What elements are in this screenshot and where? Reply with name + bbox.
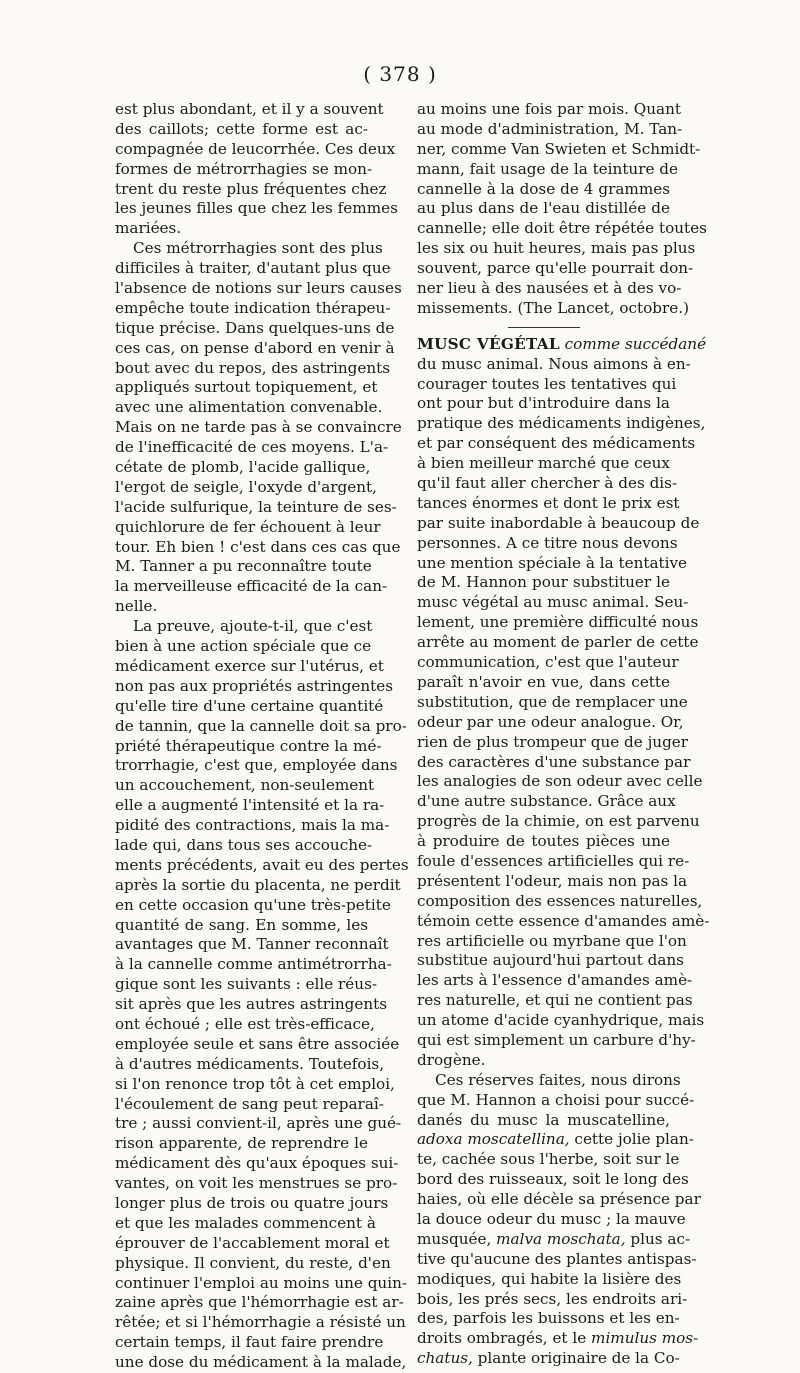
text-line: physique. Il convient, du reste, d'en <box>115 1253 391 1272</box>
text-line: Ces métrorrhagies sont des plus <box>133 239 383 258</box>
text-line: avec une alimentation convenable. <box>115 398 383 417</box>
text-line: compagnée de leucorrhée. Ces deux <box>115 139 396 158</box>
text-line: bord des ruisseaux, soit le long des <box>417 1170 689 1189</box>
text-line: au plus dans de l'eau distillée de <box>417 199 670 218</box>
text-line: modiques, qui habite la lisière des <box>417 1269 682 1288</box>
text-line: les analogies de son odeur avec celle <box>417 772 703 791</box>
text-line: les jeunes filles que chez les femmes <box>115 199 398 218</box>
heading-title: MUSC VÉGÉTAL <box>417 334 560 353</box>
species-name: malva moschata, <box>496 1229 626 1248</box>
text-line: pidité des contractions, mais la ma- <box>115 816 390 835</box>
text-line: tique précise. Dans quelques-uns de <box>115 318 395 337</box>
text-line: ner, comme Van Swieten et Schmidt- <box>417 139 701 158</box>
text-line: formes de métrorrhagies se mon- <box>115 159 373 178</box>
text-line: elle a augmenté l'intensité et la ra- <box>115 796 385 815</box>
text-line: une dose du médicament à la malade, <box>115 1353 407 1372</box>
text-line: drogène. <box>417 1050 486 1069</box>
text-line: un atome d'acide cyanhydrique, mais <box>417 1011 705 1030</box>
text-line: Ces réserves faites, nous dirons <box>435 1070 681 1089</box>
text-line: te, cachée sous l'herbe, soit sur le <box>417 1150 680 1169</box>
text-run: plante originaire de la Co- <box>472 1349 680 1368</box>
text-run: musquée, <box>417 1229 497 1248</box>
text-line: tive qu'aucune des plantes antispas- <box>417 1249 697 1268</box>
text-line: des, parfois les buissons et les en- <box>417 1309 680 1328</box>
text-line: à produire de toutes pièces une <box>417 832 670 851</box>
text-line: médicament dès qu'aux époques sui- <box>115 1154 399 1173</box>
text-line: en cette occasion qu'une très-petite <box>115 895 391 914</box>
text-line: foule d'essences artificielles qui re- <box>417 851 690 870</box>
text-line: les arts à l'essence d'amandes amè- <box>417 971 693 990</box>
text-line: l'acide sulfurique, la teinture de ses- <box>115 497 397 516</box>
text-line: gique sont les suivants : elle réus- <box>115 975 378 994</box>
text-line: res artificielle ou myrbane que l'on <box>417 931 687 950</box>
text-line <box>417 1329 699 1349</box>
text-line: et que les malades commencent à <box>115 1213 376 1232</box>
text-line: qui est simplement un carbure d'hy- <box>417 1030 696 1049</box>
text-line: cannelle à la dose de 4 grammes <box>417 179 670 198</box>
text-line: haies, où elle décèle sa présence par <box>417 1190 701 1209</box>
text-run: droits ombragés, et le <box>417 1329 592 1348</box>
text-line: paraît n'avoir en vue, dans cette <box>417 672 670 691</box>
text-line: ont pour but d'introduire dans la <box>417 394 670 413</box>
text-line: missements. (The Lancet, octobre.) <box>417 298 690 317</box>
text-line: Mais on ne tarde pas à se convaincre <box>115 418 402 437</box>
text-line: les six ou huit heures, mais pas plus <box>417 239 696 258</box>
text-line: difficiles à traiter, d'autant plus que <box>115 259 391 278</box>
text-line: empêche toute indication thérapeu- <box>115 298 391 317</box>
text-line: témoin cette essence d'amandes amè- <box>417 911 710 930</box>
section-separator <box>508 327 580 328</box>
text-line: appliqués surtout topiquement, et <box>115 378 378 397</box>
text-line: par suite inabordable à beaucoup de <box>417 513 700 532</box>
species-name: adoxa moscatellina, <box>417 1130 570 1149</box>
text-line: ces cas, on pense d'abord en venir à <box>115 338 395 357</box>
text-line: ont échoué ; elle est très-efficace, <box>115 1014 375 1033</box>
text-line: présentent l'odeur, mais non pas la <box>417 871 688 890</box>
text-line: éprouver de l'accablement moral et <box>115 1233 390 1252</box>
text-line: mann, fait usage de la teinture de <box>417 159 678 178</box>
right-column <box>417 100 710 1369</box>
text-line: non pas aux propriétés astringentes <box>115 676 394 695</box>
text-line: pratique des médicaments indigènes, <box>417 414 706 433</box>
text-line: cannelle; elle doit être répétée toutes <box>417 219 707 238</box>
text-line: à la cannelle comme antimétrorrha- <box>115 955 392 974</box>
text-line: La preuve, ajoute-t-il, que c'est <box>133 617 373 636</box>
text-line: ments précédents, avait eu des pertes <box>115 855 409 874</box>
text-line: tances énormes et dont le prix est <box>417 493 680 512</box>
text-run: cette jolie plan- <box>569 1130 694 1149</box>
text-line <box>417 1349 680 1369</box>
text-line: une mention spéciale à la tentative <box>417 553 688 572</box>
text-line: qu'elle tire d'une certaine quantité <box>115 696 384 715</box>
text-line: continuer l'emploi au moins une quin- <box>115 1273 407 1292</box>
text-line: rison apparente, de reprendre le <box>115 1134 368 1153</box>
text-line: tre ; aussi convient-il, après une gué- <box>115 1114 402 1133</box>
text-line: cétate de plomb, l'acide gallique, <box>115 458 371 477</box>
heading-subtitle: comme succédané <box>564 334 707 353</box>
text-line: quichlorure de fer échouent à leur <box>115 517 381 536</box>
text-line: l'écoulement de sang peut reparaî- <box>115 1094 384 1113</box>
text-line: employée seule et sans être associée <box>115 1034 400 1053</box>
text-line: de l'inefficacité de ces moyens. L'a- <box>115 438 389 457</box>
text-line: d'une autre substance. Grâce aux <box>417 792 676 811</box>
text-line: que M. Hannon a choisi pour succé- <box>417 1090 695 1109</box>
text-line: substitution, que de remplacer une <box>417 692 688 711</box>
text-line: au moins une fois par mois. Quant <box>417 100 681 118</box>
text-line: composition des essences naturelles, <box>417 891 703 910</box>
text-line: et par conséquent des médicaments <box>417 434 696 453</box>
text-line: l'absence de notions sur leurs causes <box>115 279 402 298</box>
text-line <box>417 1229 691 1250</box>
text-line <box>417 1130 694 1150</box>
text-line: longer plus de trois ou quatre jours <box>115 1193 389 1212</box>
text-line: vantes, on voit les menstrues se pro- <box>115 1174 398 1193</box>
text-line: rien de plus trompeur que de juger <box>417 732 689 751</box>
text-line: qu'il faut aller chercher à des dis- <box>417 474 678 493</box>
left-column <box>115 100 409 1373</box>
text-line: trent du reste plus fréquentes chez <box>115 179 387 198</box>
text-line: progrès de la chimie, on est parvenu <box>417 812 700 831</box>
text-line: est plus abondant, et il y a souvent <box>115 100 384 118</box>
text-line: zaine après que l'hémorrhagie est ar- <box>115 1293 404 1312</box>
text-line: du musc animal. Nous aimons à en- <box>417 354 691 373</box>
text-line: quantité de sang. En somme, les <box>115 915 368 934</box>
text-line: res naturelle, et qui ne contient pas <box>417 991 693 1010</box>
text-line: bien à une action spéciale que ce <box>115 637 372 656</box>
text-line: priété thérapeutique contre la mé- <box>115 736 382 755</box>
text-line: des caillots; cette forme est ac- <box>115 119 368 138</box>
text-line: lade qui, dans tous ses accouche- <box>115 835 373 854</box>
text-line: l'ergot de seigle, l'oxyde d'argent, <box>115 477 377 496</box>
text-line: mariées. <box>115 219 182 238</box>
species-name: chatus, <box>417 1349 473 1368</box>
text-line: nelle. <box>115 597 158 616</box>
species-name: mimulus mos- <box>591 1329 699 1348</box>
text-line: odeur par une odeur analogue. Or, <box>417 712 684 731</box>
text-line: à bien meilleur marché que ceux <box>417 454 670 473</box>
text-line: courager toutes les tentatives qui <box>417 374 677 393</box>
text-line: bois, les prés secs, les endroits ari- <box>417 1289 688 1308</box>
text-line: après la sortie du placenta, ne perdit <box>115 875 401 894</box>
text-line: danés du musc la muscatelline, <box>417 1110 670 1129</box>
text-line: substitue aujourd'hui partout dans <box>417 951 684 970</box>
text-line: musc végétal au musc animal. Seu- <box>417 593 689 612</box>
text-line: souvent, parce qu'elle pourrait don- <box>417 259 694 278</box>
text-line: ner lieu à des nausées et à des vo- <box>417 279 682 298</box>
text-line: M. Tanner a pu reconnaître toute <box>115 557 372 576</box>
text-line: personnes. A ce titre nous devons <box>417 533 678 552</box>
text-run: plus ac- <box>625 1229 691 1248</box>
text-line: médicament exerce sur l'utérus, et <box>115 656 384 675</box>
text-line: avantages que M. Tanner reconnaît <box>115 935 389 954</box>
text-line: des caractères d'une substance par <box>417 752 691 771</box>
text-line: de M. Hannon pour substituer le <box>417 573 670 592</box>
text-line: à d'autres médicaments. Toutefois, <box>115 1054 385 1073</box>
text-line: tour. Eh bien ! c'est dans ces cas que <box>115 537 401 556</box>
text-line: si l'on renonce trop tôt à cet emploi, <box>115 1074 395 1093</box>
text-line: la merveilleuse efficacité de la can- <box>115 577 388 596</box>
text-line: arrête au moment de parler de cette <box>417 633 699 652</box>
text-line: la douce odeur du musc ; la mauve <box>417 1209 686 1228</box>
text-line: trorrhagie, c'est que, employée dans <box>115 756 398 775</box>
text-line: un accouchement, non-seulement <box>115 776 375 795</box>
text-line: bout avec du repos, des astringents <box>115 358 390 377</box>
section-heading <box>417 334 707 355</box>
text-line: certain temps, il faut faire prendre <box>115 1333 384 1352</box>
text-line: communication, c'est que l'auteur <box>417 653 679 672</box>
text-line: de tannin, que la cannelle doit sa pro- <box>115 716 407 735</box>
text-line: au mode d'administration, M. Tan- <box>417 119 683 138</box>
text-line: rêtée; et si l'hémorrhagie a résisté un <box>115 1313 406 1332</box>
text-line: sit après que les autres astringents <box>115 995 388 1014</box>
page-number: ( 378 ) <box>363 62 437 86</box>
text-line: lement, une première difficulté nous <box>417 613 699 632</box>
